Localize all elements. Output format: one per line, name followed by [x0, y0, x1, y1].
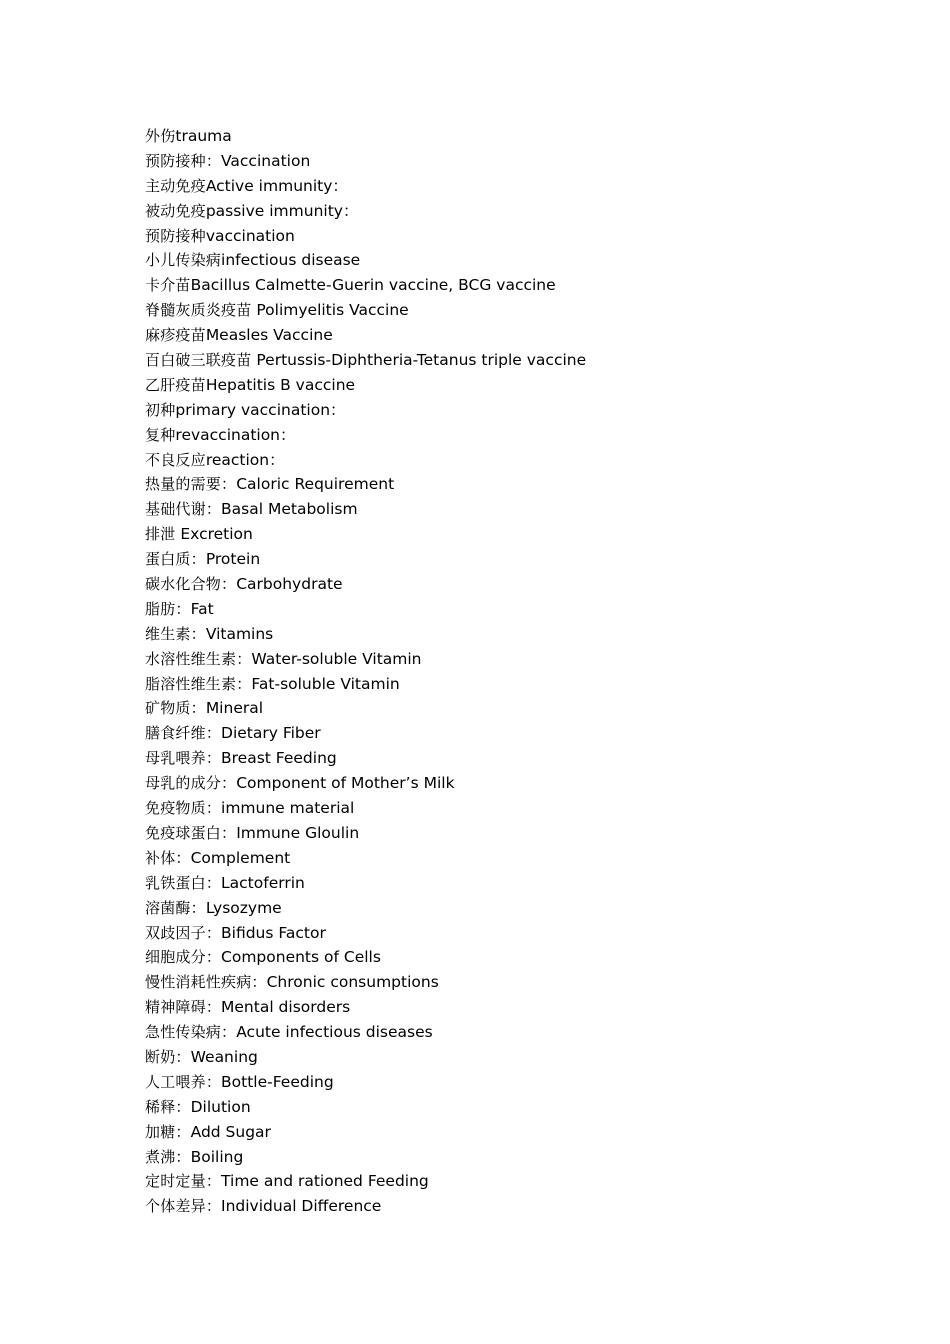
- chinese-term: 小儿传染病: [145, 251, 222, 270]
- term-separator: ：: [190, 624, 206, 643]
- english-term: Individual Difference: [221, 1197, 382, 1216]
- english-term: Component of Mother’s Milk: [236, 774, 455, 793]
- glossary-entry: [145, 349, 586, 374]
- english-term: Protein: [205, 550, 261, 569]
- english-term: Active immunity：: [205, 176, 348, 195]
- term-separator: ：: [175, 848, 191, 867]
- glossary-entry: [145, 498, 586, 523]
- english-term: Caloric Requirement: [236, 475, 395, 494]
- glossary-entry: [145, 249, 586, 274]
- glossary-entry: [145, 1096, 586, 1121]
- english-term: Chronic consumptions: [266, 973, 439, 992]
- glossary-list: [145, 125, 586, 1220]
- chinese-term: 被动免疫: [145, 201, 206, 220]
- english-term: Complement: [190, 848, 291, 867]
- chinese-term: 精神障碍: [145, 998, 206, 1017]
- glossary-entry: [145, 971, 586, 996]
- chinese-term: 排泄: [145, 525, 176, 544]
- chinese-term: 矿物质: [145, 699, 191, 718]
- term-separator: ：: [251, 973, 267, 992]
- english-term: Acute infectious diseases: [236, 1023, 433, 1042]
- english-term: Vaccination: [221, 151, 311, 170]
- english-term: vaccination: [205, 226, 295, 245]
- english-term: Water-soluble Vitamin: [251, 649, 422, 668]
- glossary-entry: [145, 1071, 586, 1096]
- chinese-term: 慢性消耗性疾病: [145, 973, 252, 992]
- chinese-term: 预防接种: [145, 151, 206, 170]
- glossary-entry: [145, 374, 586, 399]
- term-separator: ：: [175, 1122, 191, 1141]
- glossary-entry: [145, 200, 586, 225]
- english-term: Basal Metabolism: [221, 500, 358, 519]
- term-separator: ：: [205, 1072, 222, 1091]
- glossary-entry: [145, 922, 586, 947]
- english-term: Pertussis-Diphtheria-Tetanus triple vaccine: [256, 351, 587, 370]
- term-separator: ：: [221, 774, 237, 793]
- english-term: infectious disease: [221, 251, 361, 270]
- english-term: Carbohydrate: [236, 575, 343, 594]
- term-separator: ：: [221, 575, 237, 594]
- chinese-term: 维生素: [145, 624, 191, 643]
- chinese-term: 初种: [145, 400, 176, 419]
- chinese-term: 脊髓灰质炎疫苗: [145, 301, 252, 320]
- chinese-term: 预防接种: [145, 226, 206, 245]
- english-term: Components of Cells: [221, 948, 381, 967]
- glossary-entry: [145, 822, 586, 847]
- english-term: Dilution: [190, 1097, 251, 1116]
- glossary-entry: [145, 424, 586, 449]
- glossary-entry: [145, 274, 586, 299]
- glossary-entry: [145, 598, 586, 623]
- chinese-term: 麻疹疫苗: [145, 326, 206, 345]
- glossary-entry: [145, 523, 586, 548]
- chinese-term: 母乳喂养: [145, 749, 206, 768]
- chinese-term: 不良反应: [145, 450, 206, 469]
- term-separator: ：: [205, 749, 222, 768]
- chinese-term: 膳食纤维: [145, 724, 206, 743]
- glossary-entry: [145, 623, 586, 648]
- glossary-entry: [145, 225, 586, 250]
- glossary-entry: [145, 847, 586, 872]
- chinese-term: 免疫球蛋白: [145, 823, 222, 842]
- chinese-term: 外伤: [145, 127, 176, 145]
- chinese-term: 主动免疫: [145, 176, 206, 195]
- chinese-term: 急性传染病: [145, 1023, 222, 1042]
- term-separator: ：: [221, 475, 237, 494]
- chinese-term: 免疫物质: [145, 799, 206, 818]
- term-separator: ：: [205, 500, 222, 519]
- chinese-term: 个体差异: [145, 1197, 206, 1216]
- english-term: Polimyelitis Vaccine: [256, 301, 409, 320]
- term-separator: ：: [205, 1197, 222, 1216]
- glossary-entry: [145, 1121, 586, 1146]
- glossary-entry: [145, 1146, 586, 1171]
- chinese-term: 乳铁蛋白: [145, 873, 206, 892]
- glossary-entry: [145, 946, 586, 971]
- term-separator: ：: [205, 1172, 222, 1191]
- term-separator: ：: [205, 151, 222, 170]
- glossary-entry: [145, 897, 586, 922]
- term-separator: ：: [175, 1047, 191, 1066]
- english-term: Mental disorders: [221, 998, 351, 1017]
- chinese-term: 碳水化合物: [145, 575, 222, 594]
- english-term: Boiling: [190, 1147, 244, 1166]
- glossary-entry: [145, 996, 586, 1021]
- term-separator: ：: [221, 823, 237, 842]
- term-separator: ：: [205, 923, 222, 942]
- term-separator: ：: [190, 699, 206, 718]
- glossary-entry: [145, 150, 586, 175]
- english-term: primary vaccination：: [175, 400, 346, 419]
- term-separator: ：: [221, 1023, 237, 1042]
- glossary-entry: [145, 697, 586, 722]
- english-term: Lysozyme: [205, 898, 282, 917]
- glossary-entry: [145, 872, 586, 897]
- term-separator: ：: [175, 599, 191, 618]
- chinese-term: 水溶性维生素: [145, 649, 237, 668]
- english-term: Breast Feeding: [221, 749, 337, 768]
- english-term: Fat-soluble Vitamin: [251, 674, 400, 693]
- glossary-entry: [145, 449, 586, 474]
- chinese-term: 细胞成分: [145, 948, 206, 967]
- chinese-term: 人工喂养: [145, 1072, 206, 1091]
- english-term: immune material: [221, 799, 355, 818]
- glossary-entry: [145, 1046, 586, 1071]
- english-term: Bifidus Factor: [221, 923, 326, 942]
- glossary-entry: [145, 175, 586, 200]
- chinese-term: 热量的需要: [145, 475, 222, 494]
- glossary-entry: [145, 299, 586, 324]
- glossary-entry: [145, 548, 586, 573]
- glossary-entry: [145, 1195, 586, 1220]
- term-separator: ：: [175, 1097, 191, 1116]
- english-term: reaction：: [205, 450, 285, 469]
- glossary-entry: [145, 473, 586, 498]
- english-term: Time and rationed Feeding: [221, 1172, 429, 1191]
- glossary-entry: [145, 399, 586, 424]
- chinese-term: 稀释: [145, 1097, 176, 1116]
- glossary-entry: [145, 772, 586, 797]
- english-term: Measles Vaccine: [205, 326, 333, 345]
- english-term: Lactoferrin: [221, 873, 305, 892]
- chinese-term: 双歧因子: [145, 923, 206, 942]
- term-separator: ：: [175, 1147, 191, 1166]
- chinese-term: 蛋白质: [145, 550, 191, 569]
- term-separator: ：: [205, 724, 222, 743]
- glossary-entry: [145, 324, 586, 349]
- english-term: passive immunity：: [205, 201, 359, 220]
- english-term: Bottle-Feeding: [221, 1072, 334, 1091]
- chinese-term: 乙肝疫苗: [145, 375, 206, 394]
- english-term: Mineral: [205, 699, 264, 718]
- english-term: revaccination：: [175, 425, 296, 444]
- english-term: Bacillus Calmette-Guerin vaccine, BCG vaccine: [190, 276, 556, 295]
- chinese-term: 补体: [145, 848, 176, 867]
- term-separator: ：: [205, 998, 222, 1017]
- english-term: Vitamins: [205, 624, 274, 643]
- glossary-entry: [145, 1021, 586, 1046]
- glossary-entry: [145, 125, 586, 150]
- english-term: Fat: [190, 599, 214, 618]
- chinese-term: 复种: [145, 425, 176, 444]
- chinese-term: 脂肪: [145, 599, 176, 618]
- chinese-term: 脂溶性维生素: [145, 674, 237, 693]
- glossary-entry: [145, 747, 586, 772]
- english-term: Immune Gloulin: [236, 823, 360, 842]
- chinese-term: 加糖: [145, 1122, 176, 1141]
- chinese-term: 母乳的成分: [145, 774, 222, 793]
- glossary-entry: [145, 673, 586, 698]
- glossary-entry: [145, 797, 586, 822]
- glossary-entry: [145, 1170, 586, 1195]
- chinese-term: 溶菌酶: [145, 898, 191, 917]
- glossary-entry: [145, 722, 586, 747]
- chinese-term: 基础代谢: [145, 500, 206, 519]
- english-term: Hepatitis B vaccine: [205, 375, 356, 394]
- term-separator: ：: [190, 898, 206, 917]
- english-term: Add Sugar: [190, 1122, 271, 1141]
- term-separator: ：: [190, 550, 206, 569]
- chinese-term: 百白破三联疫苗: [145, 351, 252, 370]
- chinese-term: 煮沸: [145, 1147, 176, 1166]
- english-term: Weaning: [190, 1047, 258, 1066]
- english-term: trauma: [175, 127, 232, 145]
- english-term: Excretion: [180, 525, 253, 544]
- term-separator: ：: [205, 799, 222, 818]
- term-separator: ：: [236, 649, 252, 668]
- glossary-entry: [145, 573, 586, 598]
- chinese-term: 定时定量: [145, 1172, 206, 1191]
- chinese-term: 断奶: [145, 1047, 176, 1066]
- term-separator: ：: [205, 948, 222, 967]
- term-separator: ：: [236, 674, 252, 693]
- english-term: Dietary Fiber: [221, 724, 321, 743]
- chinese-term: 卡介苗: [145, 276, 191, 295]
- glossary-entry: [145, 648, 586, 673]
- term-separator: ：: [205, 873, 222, 892]
